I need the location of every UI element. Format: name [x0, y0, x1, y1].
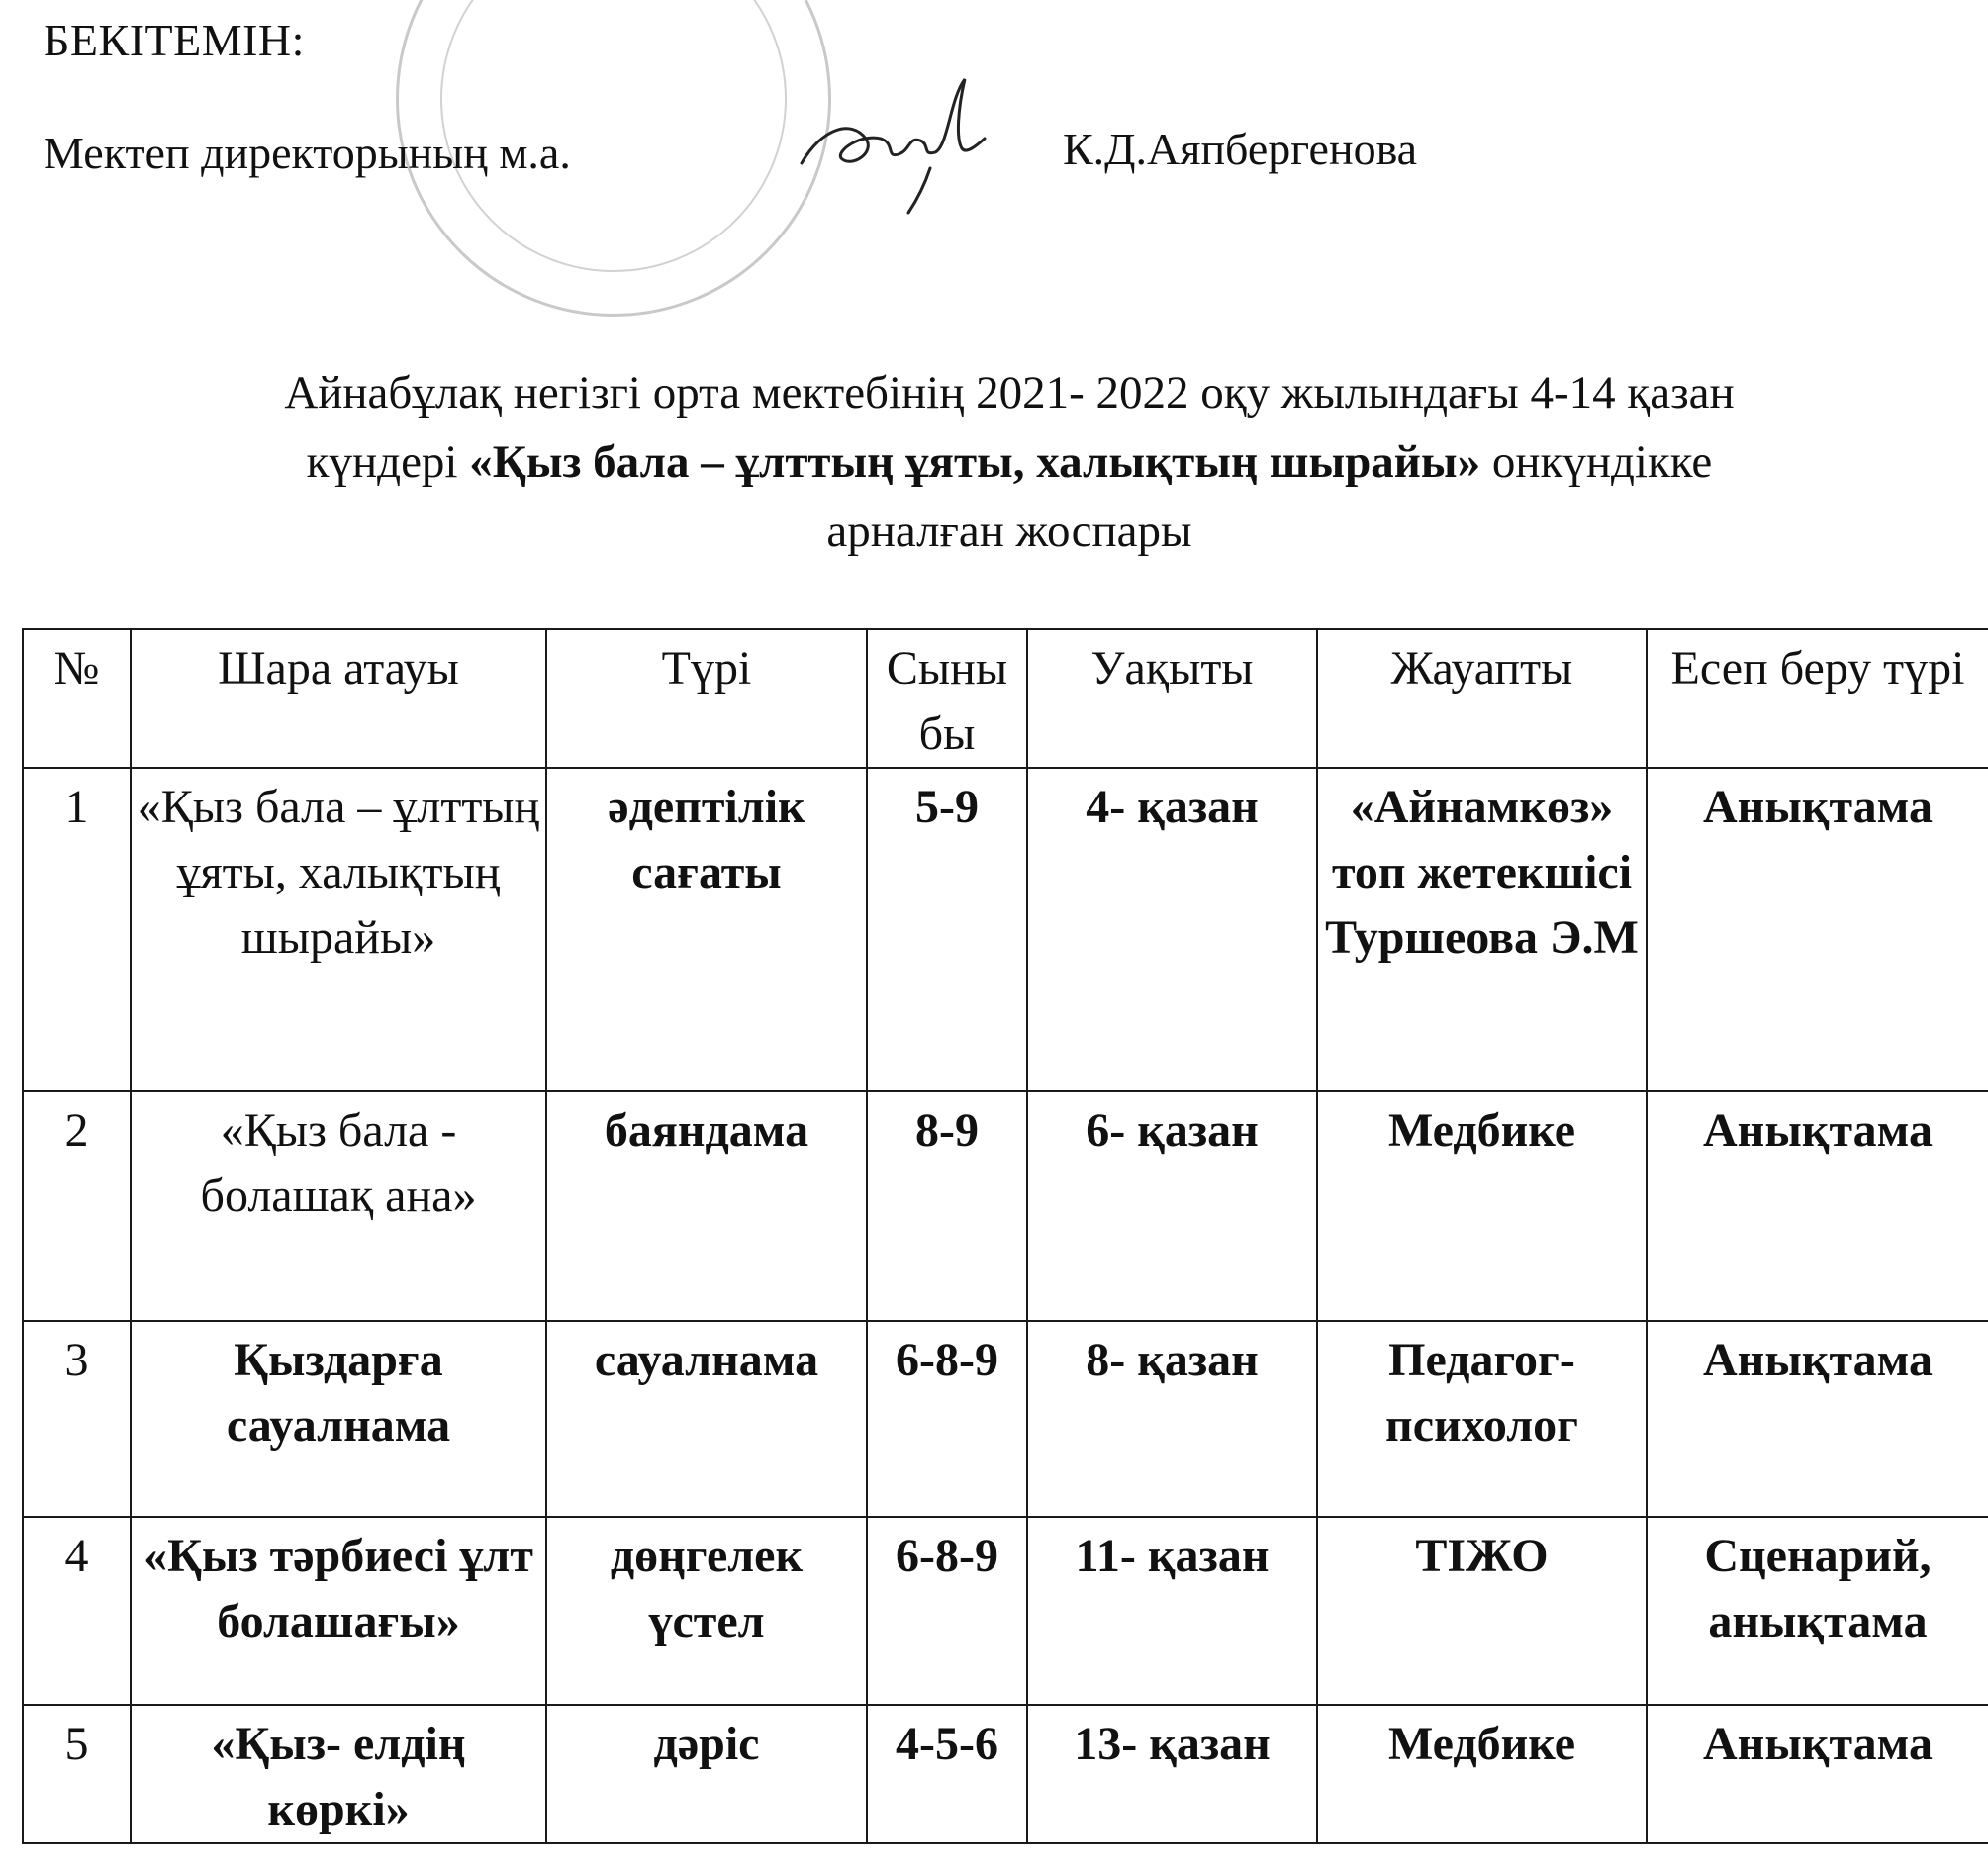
table-cell: Анықтама — [1647, 1321, 1988, 1517]
table-cell: 11- қазан — [1027, 1517, 1317, 1705]
event-name: «Қыз бала – ұлттың ұяты, халықтың шырайы» — [469, 436, 1481, 488]
table-cell: әдептілік сағаты — [546, 768, 867, 1091]
table-row — [23, 1321, 1988, 1517]
table-cell: 3 — [23, 1321, 131, 1517]
director-signature — [782, 59, 1009, 218]
table-cell: «Қыз- елдің көркі» — [131, 1705, 546, 1843]
table-cell: «Қыз бала – ұлттың ұяты, халықтың шырайы» — [131, 768, 546, 1091]
table-cell: ТІЖО — [1317, 1517, 1647, 1705]
table-cell: 13- қазан — [1027, 1705, 1317, 1843]
table-cell: 8-9 — [867, 1091, 1027, 1321]
table-cell: «Қыз тәрбиесі ұлт болашағы» — [131, 1517, 546, 1705]
title-line-2 — [59, 427, 1959, 497]
table-cell: Анықтама — [1647, 1705, 1988, 1843]
table-cell: 6- қазан — [1027, 1091, 1317, 1321]
table-cell: 4-5-6 — [867, 1705, 1027, 1843]
table-cell: Педагог-психолог — [1317, 1321, 1647, 1517]
column-header: № — [23, 629, 131, 768]
table-row — [23, 1517, 1988, 1705]
table-cell: Анықтама — [1647, 768, 1988, 1091]
director-name: К.Д.Аяпбергенова — [1063, 124, 1418, 174]
column-header: Жауапты — [1317, 629, 1647, 768]
table-cell: Анықтама — [1647, 1091, 1988, 1321]
title-line-2-prefix: күндері — [306, 436, 470, 488]
table-cell: 2 — [23, 1091, 131, 1321]
title-line-3: арналған жоспары — [826, 506, 1192, 557]
table-cell: «Айнамкөз» топ жетекшісі Туршеова Э.М — [1317, 768, 1647, 1091]
table-row — [23, 768, 1988, 1091]
approval-label: БЕКІТЕМІН: — [44, 15, 305, 65]
table-cell: 5 — [23, 1705, 131, 1843]
table-cell: 1 — [23, 768, 131, 1091]
table-header-row — [23, 629, 1988, 768]
director-role: Мектеп директорының м.а. — [44, 128, 571, 178]
table-cell: 6-8-9 — [867, 1321, 1027, 1517]
table-cell: дөңгелек үстел — [546, 1517, 867, 1705]
table-cell: дәріс — [546, 1705, 867, 1843]
table-cell: «Қыз бала - болашақ ана» — [131, 1091, 546, 1321]
table-cell: Медбике — [1317, 1091, 1647, 1321]
plan-table — [22, 628, 1988, 1844]
title-line-1: Айнабұлақ негізгі орта мектебінің 2021- 2022 оқу жылындағы 4-14 қазан — [284, 367, 1735, 419]
document-title — [59, 358, 1959, 566]
column-header: Түрі — [546, 629, 867, 768]
table-cell: 6-8-9 — [867, 1517, 1027, 1705]
table-cell: Медбике — [1317, 1705, 1647, 1843]
column-header: Есеп беру түрі — [1647, 629, 1988, 768]
table-cell: 4- қазан — [1027, 768, 1317, 1091]
table-row — [23, 1091, 1988, 1321]
table-cell: Қыздарға сауалнама — [131, 1321, 546, 1517]
table-cell: 5-9 — [867, 768, 1027, 1091]
table-cell: 4 — [23, 1517, 131, 1705]
column-header: Шара атауы — [131, 629, 546, 768]
table-cell: баяндама — [546, 1091, 867, 1321]
column-header: Уақыты — [1027, 629, 1317, 768]
column-header: Сыны бы — [867, 629, 1027, 768]
table-cell: сауалнама — [546, 1321, 867, 1517]
title-line-2-suffix: онкүндікке — [1480, 436, 1713, 488]
table-cell: 8- қазан — [1027, 1321, 1317, 1517]
table-row — [23, 1705, 1988, 1843]
table-cell: Сценарий, анықтама — [1647, 1517, 1988, 1705]
